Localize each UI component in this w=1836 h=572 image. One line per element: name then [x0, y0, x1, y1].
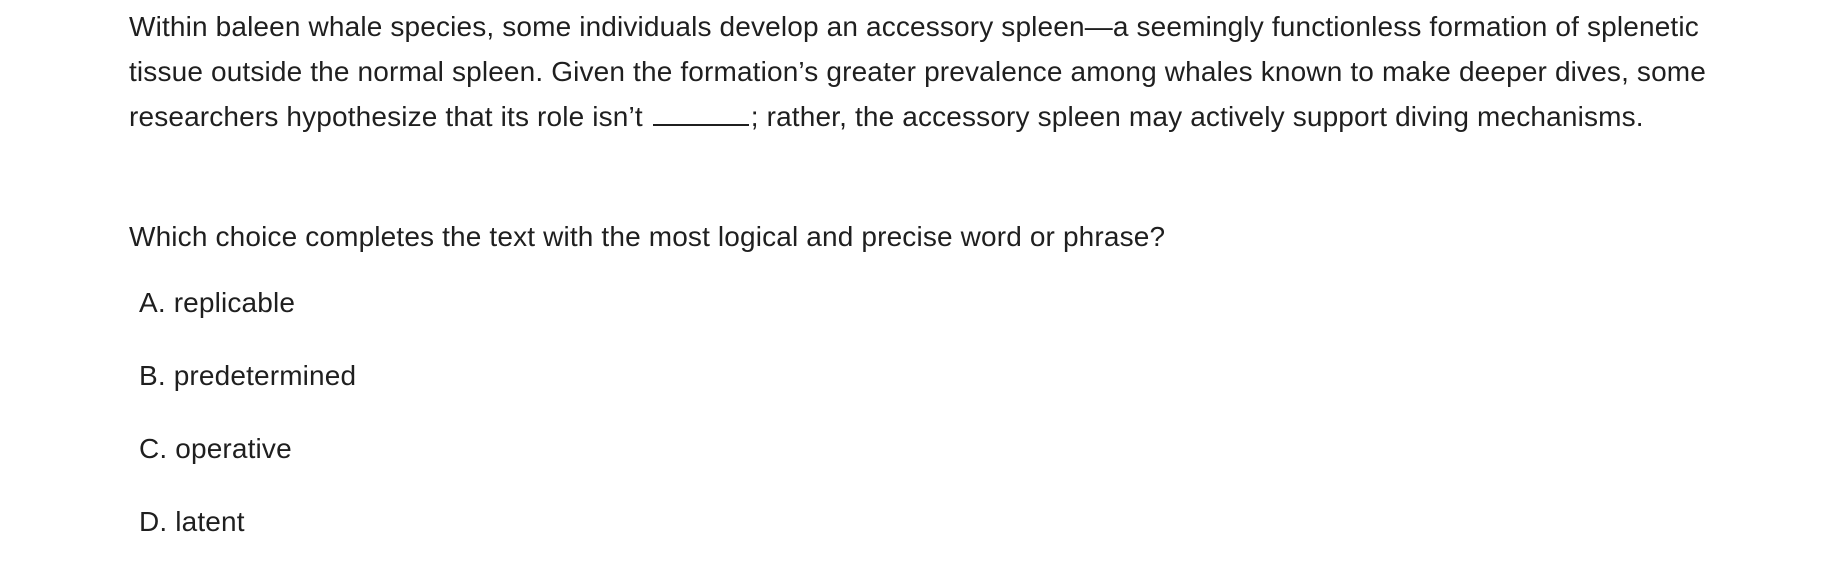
choice-c[interactable]: [139, 426, 356, 499]
answer-choices: [139, 280, 356, 572]
choice-a[interactable]: [139, 280, 356, 353]
choice-d[interactable]: [139, 499, 356, 572]
choice-letter: B .: [139, 360, 166, 391]
choice-text: latent: [175, 506, 245, 537]
choice-text: replicable: [173, 287, 296, 318]
answer-blank: [653, 98, 749, 126]
choice-letter: C .: [139, 433, 167, 464]
passage-text: [129, 0, 1709, 139]
question-content: [129, 0, 1709, 537]
choice-text: operative: [175, 433, 292, 464]
choice-letter: A .: [139, 287, 166, 318]
question-prompt: Which choice completes the text with the most logical and precise word or phrase?: [129, 221, 1166, 252]
choice-text: predetermined: [173, 360, 357, 391]
passage-before-blank: Within baleen whale species, some individuals develop an accessory spleen—a seemingly functionless formation of splenetic tissue outside the normal spleen. Given the formation’s greater prevalence among whales known to make deeper dives, some researchers hypothesize that its role isn’t: [129, 11, 1707, 132]
passage-after-blank: ; rather, the accessory spleen may actively support diving mechanisms.: [750, 101, 1644, 132]
choice-b[interactable]: [139, 353, 356, 426]
choice-letter: D .: [139, 506, 167, 537]
